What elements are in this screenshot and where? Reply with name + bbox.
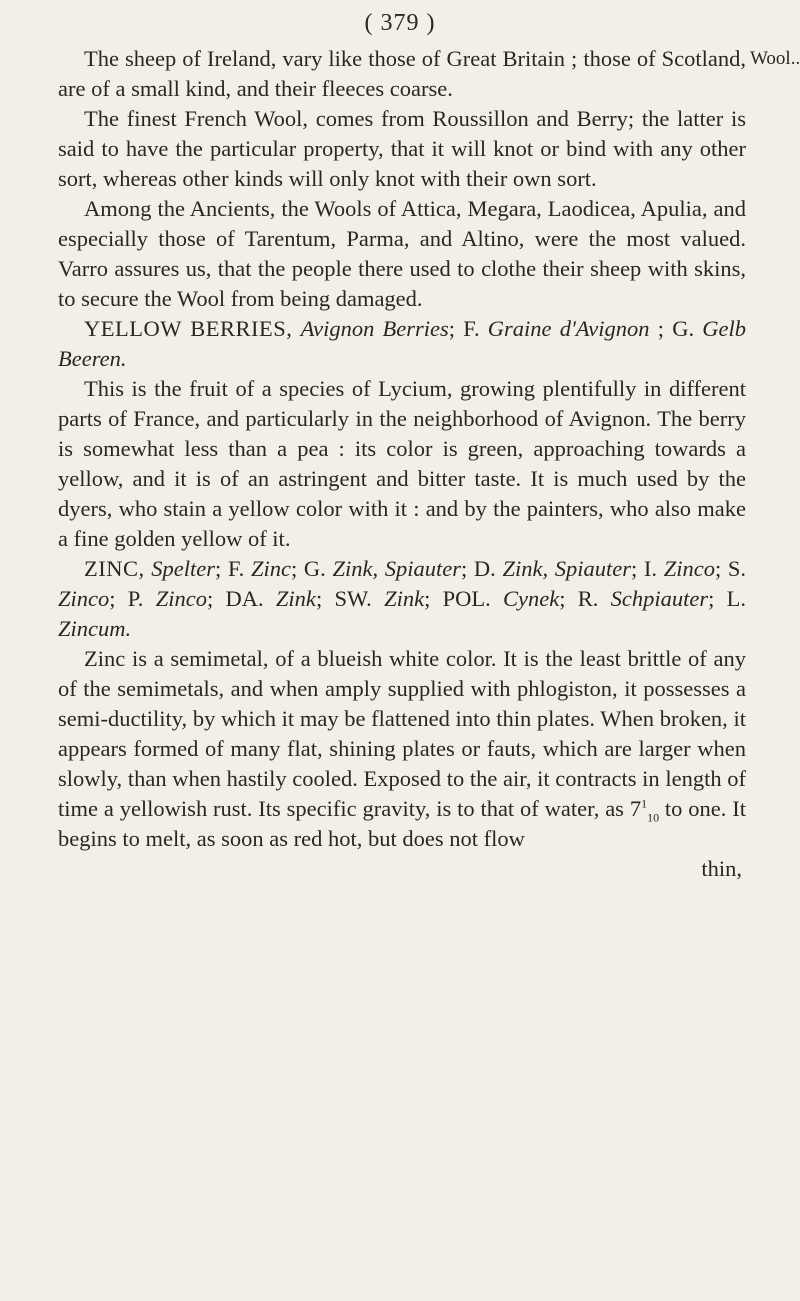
- marginal-note: Wool..: [750, 48, 800, 69]
- page-number: ( 379 ): [364, 10, 436, 36]
- synonym: Gelb Beeren.: [58, 316, 747, 371]
- synonym: Zink, Spiauter: [502, 556, 632, 581]
- fraction-denominator: 10: [647, 810, 660, 825]
- language-tag: ; S.: [715, 556, 747, 581]
- synonym: Avignon Berries: [300, 316, 449, 341]
- synonym: Zinc: [250, 556, 291, 581]
- synonym: Spelter: [151, 556, 216, 581]
- entry-heading-zinc: [58, 554, 746, 644]
- language-tag: ; G.: [290, 556, 326, 581]
- page-body: [58, 44, 746, 884]
- language-tag: ; F.: [215, 556, 245, 581]
- synonym: Zink: [384, 586, 425, 611]
- language-tag: ; I.: [631, 556, 658, 581]
- synonym: Zink, Spiauter: [332, 556, 461, 581]
- synonym: Zinco: [663, 556, 715, 581]
- language-tag: ; POL.: [424, 586, 491, 611]
- entry-title: ZINC,: [84, 556, 145, 581]
- synonym: Graine d'Avignon: [487, 316, 650, 341]
- fraction-whole: 7: [629, 796, 642, 821]
- language-tag: ; F.: [448, 316, 480, 341]
- catchword: thin,: [701, 856, 742, 881]
- synonym: Zincum.: [58, 616, 132, 641]
- zinc-text-b: to one. It begins to melt, as soon as red hot, but does not flow: [58, 796, 746, 851]
- paragraph-yellow-berries: This is the fruit of a species of Lycium, growing plentifully in different parts of France, and particularly in the neighborhood of Avignon. The berry is somewhat less than a pea : its color is green, approaching towards a yellow, and it is of an astringent and bitter taste. It is much used by the dyers, who stain a yellow color with it : and by the painters, who also make a fine golden yellow of it.: [58, 376, 746, 551]
- paragraph-ancient-wools: Among the Ancients, the Wools of Attica, Megara, Laodicea, Apulia, and especially those of Tarentum, Parma, and Altino, were the most valued. Varro assures us, that the people there used to clothe their sheep with skins, to secure the Wool from being damaged.: [58, 196, 746, 311]
- language-tag: ; DA.: [206, 586, 264, 611]
- paragraph-ireland-sheep: The sheep of Ireland, vary like those of Great Britain ; those of Scotland, are of a small kind, and their fleeces coarse.: [58, 46, 746, 101]
- entry-title: YELLOW BERRIES,: [84, 316, 293, 341]
- synonym: Zinco: [58, 586, 110, 611]
- entry-heading-yellow-berries: [58, 314, 746, 374]
- synonym: Cynek: [503, 586, 560, 611]
- paragraph-french-wool: The finest French Wool, comes from Roussillon and Berry; the latter is said to have the particular property, that it will knot or bind with any other sort, whereas other kinds will only knot with their own sort.: [58, 106, 746, 191]
- paragraph-zinc: [58, 644, 746, 854]
- synonym: Zink: [275, 586, 316, 611]
- synonym: Zinco: [155, 586, 207, 611]
- language-tag: ; L.: [708, 586, 747, 611]
- language-tag: ; D.: [461, 556, 496, 581]
- language-tag: ; R.: [559, 586, 599, 611]
- fraction-numerator: 1: [641, 796, 648, 811]
- language-tag: ; G.: [649, 316, 695, 341]
- synonym: Schpiauter: [610, 586, 709, 611]
- language-tag: ; P.: [109, 586, 144, 611]
- language-tag: ; SW.: [315, 586, 372, 611]
- zinc-text-a: Zinc is a semimetal, of a blueish white color. It is the least brittle of any of the semimetals, and when amply supplied with phlogiston, it possesses a semi-ductility, by which it may be flattened into thin plates. When broken, it appears formed of many flat, shining plates or fauts, which are larger when slowly, than when hastily cooled. Exposed to the air, it contracts in length of time a yellowish rust. Its specific gravity, is to that of water, as: [58, 646, 746, 821]
